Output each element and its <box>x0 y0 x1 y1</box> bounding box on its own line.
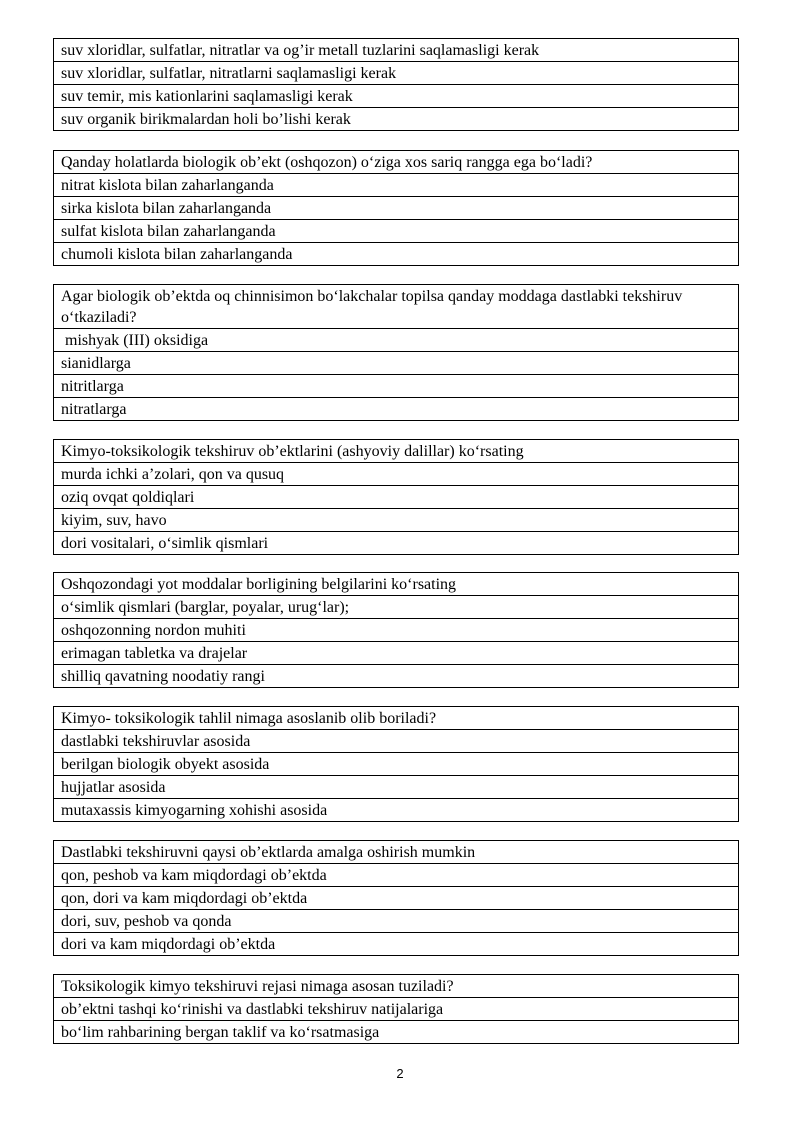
answer-option: berilgan biologik obyekt asosida <box>54 752 738 775</box>
answer-option: oshqozonning nordon muhiti <box>54 618 738 641</box>
question-text: Kimyo-toksikologik tekshiruv ob’ektlarini (ashyoviy dalillar) ko‘rsating <box>61 443 524 460</box>
answer-option: suv organik birikmalardan holi bo’lishi kerak <box>54 107 738 130</box>
answer-option: ob’ektni tashqi ko‘rinishi va dastlabki tekshiruv natijalariga <box>54 997 738 1020</box>
answer-option: dastlabki tekshiruvlar asosida <box>54 729 738 752</box>
question-text: Agar biologik ob’ektda oq chinnisimon bo‘lakchalar topilsa qanday moddaga dastlabki tekshiruv o‘tkaziladi? <box>61 288 687 326</box>
answer-option: mutaxassis kimyogarning xohishi asosida <box>54 798 738 821</box>
question-block-8 <box>53 974 739 1044</box>
answer-option: mishyak (III) oksidiga <box>54 328 738 351</box>
question-block-7 <box>53 840 739 956</box>
answer-option: kiyim, suv, havo <box>54 508 738 531</box>
question-block-2 <box>53 150 739 266</box>
answer-option: o‘simlik qismlari (barglar, poyalar, urug‘lar); <box>54 595 738 618</box>
question-block-6 <box>53 706 739 822</box>
question-block-3 <box>53 284 739 421</box>
question-text: Toksikologik kimyo tekshiruvi rejasi nimaga asosan tuziladi? <box>61 978 454 995</box>
answer-option: dori va kam miqdordagi ob’ektda <box>54 932 738 955</box>
answer-option: qon, peshob va kam miqdordagi ob’ektda <box>54 863 738 886</box>
answer-option: sulfat kislota bilan zaharlanganda <box>54 219 738 242</box>
answer-option: oziq ovqat qoldiqlari <box>54 485 738 508</box>
answer-option: suv xloridlar, sulfatlar, nitratlarni saqlamasligi kerak <box>54 61 738 84</box>
answer-option: bo‘lim rahbarining bergan taklif va ko‘rsatmasiga <box>54 1020 738 1043</box>
answer-option: chumoli kislota bilan zaharlanganda <box>54 242 738 265</box>
answer-option: nitritlarga <box>54 374 738 397</box>
answer-option: dori, suv, peshob va qonda <box>54 909 738 932</box>
answer-option: suv temir, mis kationlarini saqlamasligi kerak <box>54 84 738 107</box>
answer-option: suv xloridlar, sulfatlar, nitratlar va og’ir metall tuzlarini saqlamasligi kerak <box>61 42 540 59</box>
question-text: Dastlabki tekshiruvni qaysi ob’ektlarda amalga oshirish mumkin <box>61 844 476 861</box>
answer-option: shilliq qavatning noodatiy rangi <box>54 664 738 687</box>
question-text: Kimyo- toksikologik tahlil nimaga asoslanib olib boriladi? <box>61 710 437 727</box>
answer-option: sianidlarga <box>54 351 738 374</box>
answer-option: hujjatlar asosida <box>54 775 738 798</box>
answer-option: qon, dori va kam miqdordagi ob’ektda <box>54 886 738 909</box>
question-text: Oshqozondagi yot moddalar borligining belgilarini ko‘rsating <box>61 576 457 593</box>
answer-option: nitratlarga <box>54 397 738 420</box>
page-number: 2 <box>396 1066 404 1081</box>
question-block-4 <box>53 439 739 555</box>
answer-option: murda ichki a’zolari, qon va qusuq <box>54 462 738 485</box>
answer-option: dori vositalari, o‘simlik qismlari <box>54 531 738 554</box>
answer-option: nitrat kislota bilan zaharlanganda <box>54 173 738 196</box>
question-block-1 <box>53 38 739 131</box>
answer-option: sirka kislota bilan zaharlanganda <box>54 196 738 219</box>
answer-option: erimagan tabletka va drajelar <box>54 641 738 664</box>
question-block-5 <box>53 572 739 688</box>
question-text: Qanday holatlarda biologik ob’ekt (oshqozon) o‘ziga xos sariq rangga ega bo‘ladi? <box>61 154 593 171</box>
